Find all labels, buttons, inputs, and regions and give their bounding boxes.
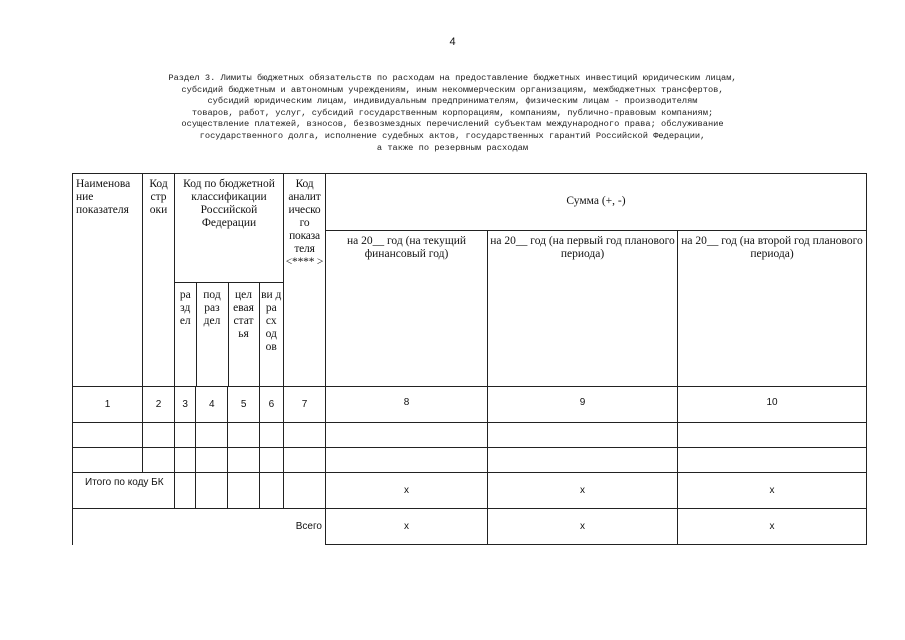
column-number: 10 [678, 387, 867, 423]
empty-cell [73, 423, 143, 448]
column-number: 7 [284, 387, 326, 423]
empty-cell [488, 448, 678, 473]
empty-cell [196, 423, 228, 448]
header-year-current: на 20__ год (на текущий финансовый год) [326, 230, 488, 387]
empty-cell [488, 423, 678, 448]
empty-cell [326, 423, 488, 448]
header-section: ра зд ел [175, 283, 196, 387]
empty-cell [228, 423, 259, 448]
empty-cell [259, 473, 283, 509]
grand-total-row [73, 509, 867, 545]
empty-cell [196, 448, 228, 473]
page-number: 4 [449, 36, 456, 48]
header-year-plan1: на 20__ год (на первый год планового периода) [488, 230, 678, 387]
empty-cell [196, 473, 228, 509]
empty-cell [284, 473, 326, 509]
empty-cell [259, 423, 283, 448]
column-number: 3 [175, 387, 196, 423]
empty-cell [678, 448, 867, 473]
heading-line: осуществление платежей, взносов, безвозмездных перечислений субъектам международного права; обслуживание [181, 119, 724, 130]
grand-total-value: x [678, 509, 867, 545]
heading-line: а также по резервным расходам [376, 142, 529, 153]
empty-cell [228, 473, 259, 509]
column-number: 9 [488, 387, 678, 423]
empty-cell [175, 423, 196, 448]
empty-cell [228, 448, 259, 473]
header-year-plan2: на 20__ год (на второй год планового периода) [678, 230, 867, 387]
heading-line: субсидий юридическим лицам, индивидуальным предпринимателям, физическим лицам - производителям [207, 96, 698, 107]
total-bk-value: x [326, 473, 488, 509]
total-bk-label: Итого по коду БК [73, 473, 175, 509]
column-number: 5 [228, 387, 259, 423]
column-number: 1 [73, 387, 143, 423]
empty-cell [143, 423, 175, 448]
header-bk-subcols [175, 230, 284, 387]
header-analytic-code: Код аналит ическо го показа теля <**** > [284, 174, 326, 387]
header-bk-code-text: Код по бюджетной классификации Российской Федерации [183, 178, 275, 229]
total-bk-value: x [488, 473, 678, 509]
table-row [73, 423, 867, 448]
total-bk-row [73, 473, 867, 509]
empty-cell [284, 423, 326, 448]
column-number: 4 [196, 387, 228, 423]
header-indicator-name: Наименова ние показателя [73, 174, 143, 387]
bk-subcols-table [175, 282, 283, 386]
column-number: 6 [259, 387, 283, 423]
header-target-item: цел евая стат ья [228, 283, 259, 387]
header-expense-type: ви д ра сх од ов [259, 283, 283, 387]
heading-line: Раздел 3. Лимиты бюджетных обязательств по расходам на предоставление бюджетных инвестиций юридическим лицам, [168, 73, 737, 83]
column-number: 2 [143, 387, 175, 423]
grand-total-value: x [488, 509, 678, 545]
total-bk-value: x [678, 473, 867, 509]
empty-cell [326, 448, 488, 473]
limits-table [72, 173, 867, 545]
column-number: 8 [326, 387, 488, 423]
heading-line: товаров, работ, услуг, субсидий государственным корпорациям, компаниям, публично-правовым компаниям; [191, 107, 714, 118]
empty-cell [284, 448, 326, 473]
header-sum: Сумма (+, -) [326, 174, 867, 231]
empty-cell [175, 473, 196, 509]
header-bk-code [175, 174, 284, 231]
header-subsection: под раз дел [196, 283, 228, 387]
header-line-code: Код стр оки [143, 174, 175, 387]
section-heading [60, 73, 845, 154]
table-row [73, 448, 867, 473]
empty-cell [678, 423, 867, 448]
empty-cell [259, 448, 283, 473]
empty-cell [73, 448, 143, 473]
grand-total-label: Всего [73, 509, 326, 545]
heading-line: государственного долга, исполнение судебных актов, государственных гарантий Российской Федерации, [199, 130, 706, 141]
empty-cell [143, 448, 175, 473]
heading-line: субсидий бюджетным и автономным учреждениям, иным некоммерческим организациям, межбюджетных трансфертов, [181, 84, 724, 95]
empty-cell [175, 448, 196, 473]
grand-total-value: x [326, 509, 488, 545]
